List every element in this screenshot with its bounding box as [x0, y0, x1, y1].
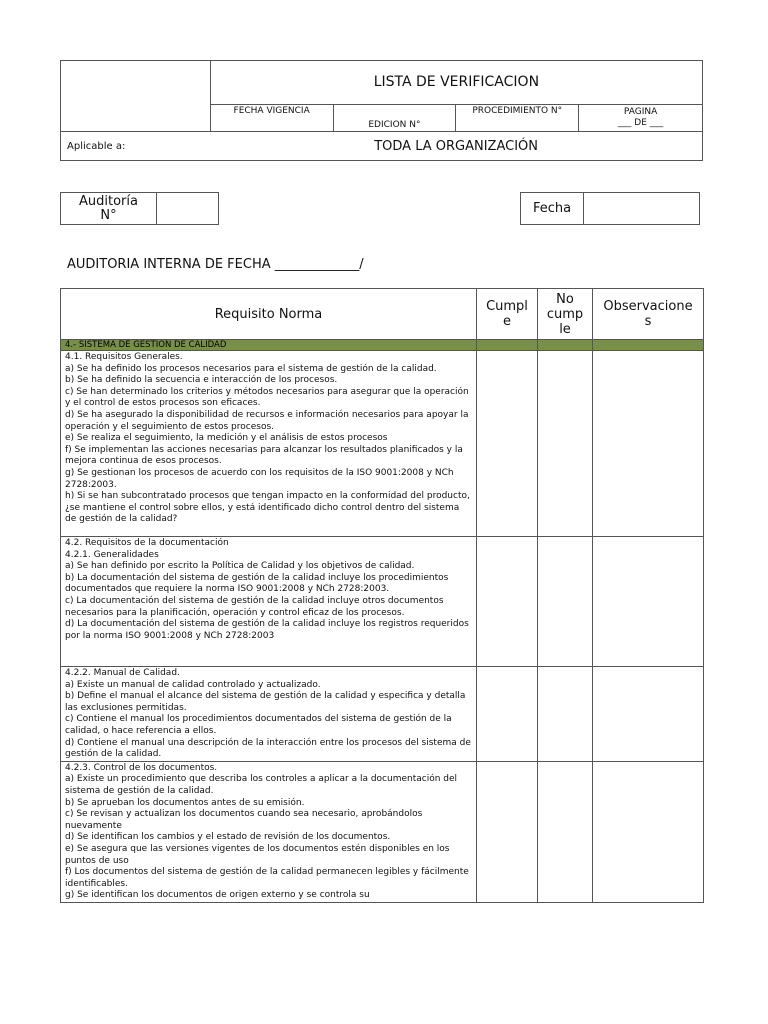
requisito-cell — [61, 351, 477, 537]
requisito-text: 4.2.2. Manual de Calidad. a) Existe un manual de calidad controlado y actualizado. b) Define el manual el alcance del sistema de gestión de la calidad y especifica y detalla las exclusiones permitidas. c) Contiene el manual los procedimientos documentados del sistema de gestión de la calidad, o hace referencia a ellos. d) Contiene el manual una descripción de la interacción entre los procesos del sistema de gestión de la calidad. — [65, 668, 471, 760]
header-observaciones: Observacione s — [593, 289, 704, 340]
audit-date-line: AUDITORIA INTERNA DE FECHA _____________/ — [67, 257, 364, 272]
header-cumple: Cumpl e — [477, 289, 538, 340]
no-cumple-cell[interactable] — [538, 667, 593, 762]
aplicable-value: TODA LA ORGANIZACIÓN — [210, 132, 702, 161]
observaciones-cell[interactable] — [593, 351, 704, 537]
auditoria-label: Auditoría N° — [79, 194, 138, 223]
observaciones-cell[interactable] — [593, 537, 704, 667]
table-row — [61, 667, 704, 762]
section-observaciones-cell — [593, 340, 704, 351]
document-header — [60, 60, 703, 161]
cumple-cell[interactable] — [477, 351, 538, 537]
cumple-cell[interactable] — [477, 667, 538, 762]
cumple-cell[interactable] — [477, 761, 538, 902]
pagina-cell: PAGINA ___ DE ___ — [579, 104, 703, 131]
requisito-cell — [61, 667, 477, 762]
header-requisito: Requisito Norma — [61, 289, 477, 340]
observaciones-cell[interactable] — [593, 761, 704, 902]
edicion-cell: EDICION N° — [333, 104, 456, 131]
requisito-cell — [61, 537, 477, 667]
checklist-table — [60, 288, 704, 903]
document-title: LISTA DE VERIFICACION — [210, 61, 702, 105]
aplicable-label: Aplicable a: — [61, 132, 211, 161]
requisito-cell — [61, 761, 477, 902]
section-label: 4.- SISTEMA DE GESTION DE CALIDAD — [61, 340, 477, 351]
fecha-label: Fecha — [532, 201, 572, 216]
fecha-label-box — [520, 192, 584, 225]
cumple-cell[interactable] — [477, 537, 538, 667]
observaciones-cell[interactable] — [593, 667, 704, 762]
requisito-text: 4.2. Requisitos de la documentación 4.2.1. Generalidades a) Se han definido por escrito la Política de Calidad y los objetivos de calidad. b) La documentación del sistema de gestión de la calidad incluye los procedimientos documentados que requiere la norma ISO 9001:2008 y NCh 2728:2003. c) La documentación del sistema de gestión de la calidad incluye otros documentos necesarios para la planificación, operación y control eficaz de los procesos. d) La documentación del sistema de gestión de la calidad incluye los registros requeridos por la norma ISO 9001:2008 y NCh 2728:2003 — [65, 538, 469, 641]
no-cumple-cell[interactable] — [538, 537, 593, 667]
procedimiento-cell: PROCEDIMIENTO N° — [456, 104, 579, 131]
section-no-cumple-cell — [538, 340, 593, 351]
fecha-vigencia-cell: FECHA VIGENCIA — [210, 104, 333, 131]
no-cumple-cell[interactable] — [538, 761, 593, 902]
requisito-text: 4.1. Requisitos Generales. a) Se ha definido los procesos necesarios para el sistema de gestión de la calidad. b) Se ha definido la secuencia e interacción de los procesos. c) Se han determinado los criterios y métodos necesarios para asegurar que la operación y el control de estos procesos son eficaces. d) Se ha asegurado la disponibilidad de recursos e información necesarios para apoyar la operación y el seguimiento de estos procesos. e) Se realiza el seguimiento, la medición y el análisis de estos procesos f) Se implementan las acciones necesarias para alcanzar los resultados planificados y la mejora continua de esos procesos. g) Se gestionan los procesos de acuerdo con los requisitos de la ISO 9001:2008 y NCh 2728:2003. h) Si se han subcontratado procesos que tengan impacto en la conformidad del producto, ¿se mantiene el control sobre ellos, y está identificado dicho control dentro del sistema de gestión de la calidad? — [65, 352, 470, 525]
table-row — [61, 761, 704, 902]
no-cumple-cell[interactable] — [538, 351, 593, 537]
logo-cell — [61, 61, 211, 132]
auditoria-number-field[interactable] — [156, 192, 219, 225]
fecha-field[interactable] — [583, 192, 700, 225]
table-row — [61, 351, 704, 537]
table-row — [61, 537, 704, 667]
header-no-cumple: No cump le — [538, 289, 593, 340]
requisito-text: 4.2.3. Control de los documentos. a) Existe un procedimiento que describa los controles a aplicar a la documentación del sistema de gestión de la calidad. b) Se aprueban los documentos antes de su emisión. c) Se revisan y actualizan los documentos cuando sea necesario, aprobándolos nuevamente d) Se identifican los cambios y el estado de revisión de los documentos. e) Se asegura que las versiones vigentes de los documentos estén disponibles en los puntos de uso f) Los documentos del sistema de gestión de la calidad permanecen legibles y fácilmente identificables. g) Se identifican los documentos de origen externo y se controla su — [65, 762, 469, 901]
section-row — [61, 340, 704, 351]
auditoria-label-box — [60, 192, 157, 225]
section-cumple-cell — [477, 340, 538, 351]
